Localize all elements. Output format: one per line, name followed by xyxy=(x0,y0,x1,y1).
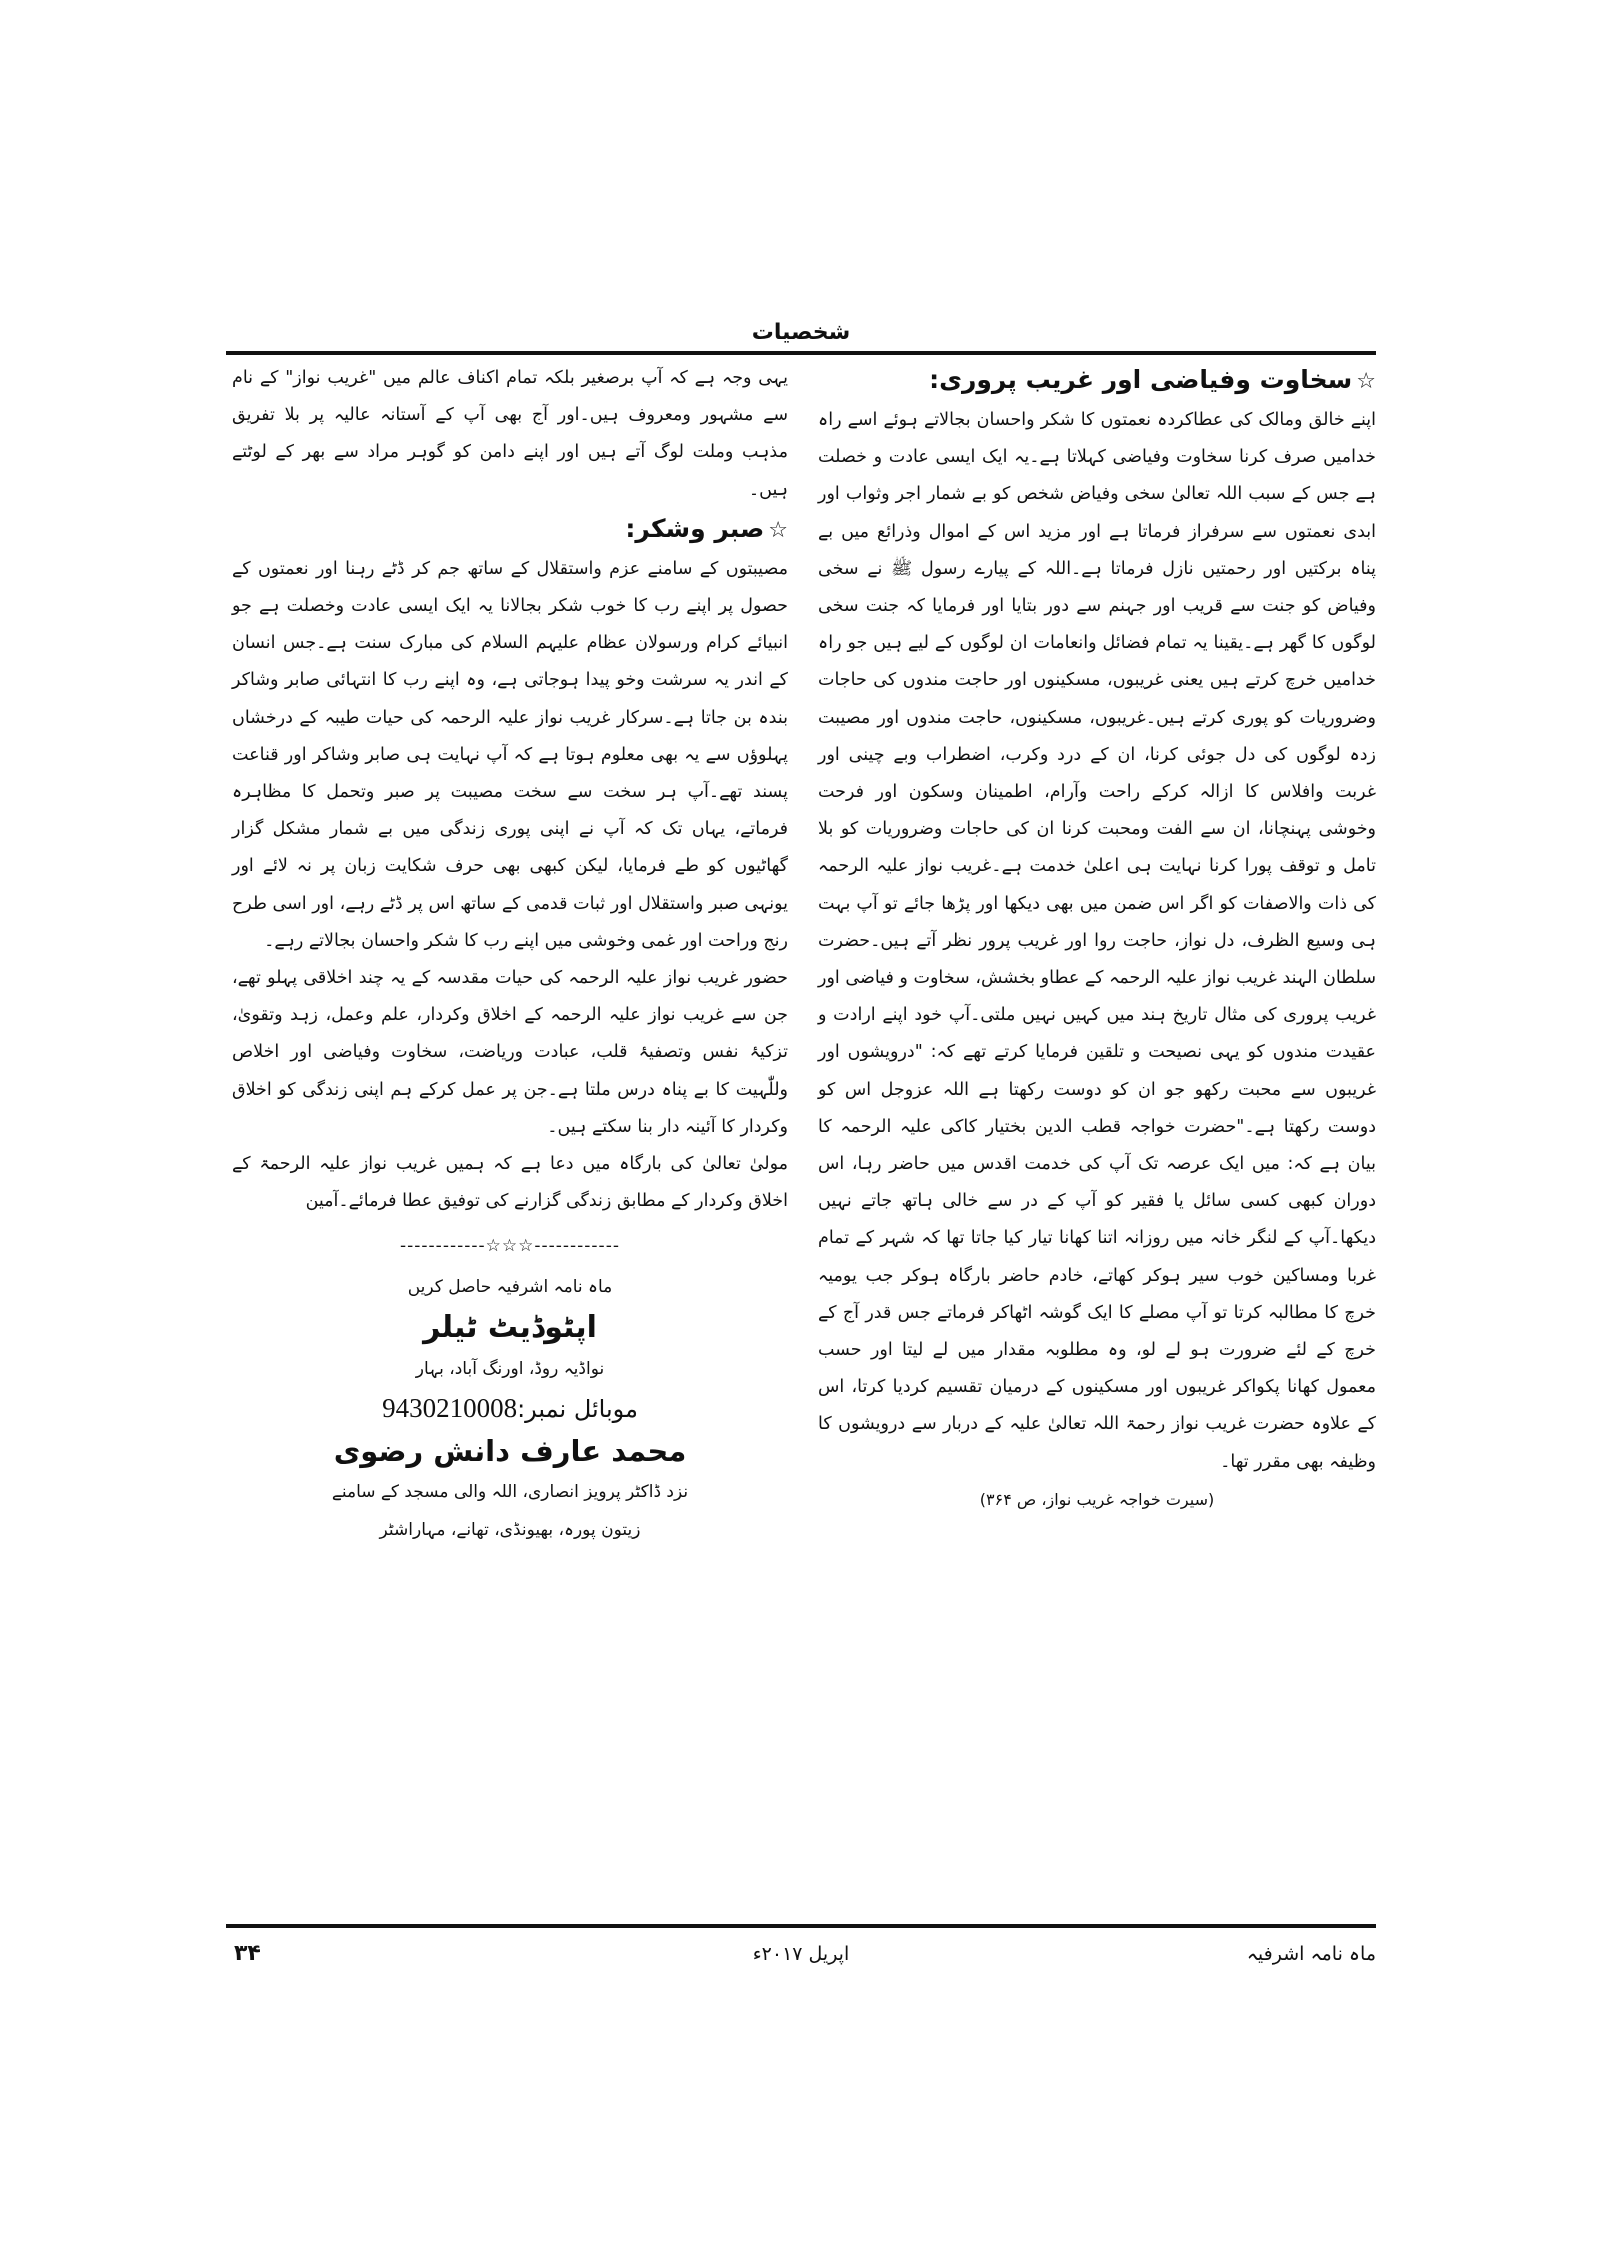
body-paragraph: اپنے خالق ومالک کی عطاکردہ نعمتوں کا شکر واحسان بجالاتے ہوئے اسے راہ خدامیں صرف کرنا سخاوت وفیاضی کہلاتا ہے۔یہ ایک ایسی عادت و خصلت ہے جس کے سبب اللہ تعالیٰ سخی وفیاض شخص کو بے شمار اجر وثواب اور ابدی نعمتوں سے سرفراز فرماتا ہے اور مزید اس کے اموال وذرائع میں بے پناہ برکتیں اور رحمتیں نازل فرماتا ہے۔اللہ کے پیارے رسول ﷺ نے سخی وفیاض کو جنت سے قریب اور جہنم سے دور بتایا اور فرمایا کہ جنت سخی لوگوں کا گھر ہے۔یقینا یہ تمام فضائل وانعامات ان لوگوں کے لیے ہیں جو راہ خدامیں خرچ کرتے ہیں یعنی غریبوں، مسکینوں اور حاجت مندوں کی حاجات وضروریات کو پوری کرتے ہیں۔غریبوں، مسکینوں، حاجت مندوں اور مصیبت زدہ لوگوں کی دل جوئی کرنا، ان کے درد وکرب، اضطراب وبے چینی اور غربت وافلاس کا ازالہ کرکے راحت وآرام، اطمینان وسکون اور فرحت وخوشی پہنچانا، ان سے الفت ومحبت کرنا ان کی حاجات وضروریات کو بلا تامل و توقف پورا کرنا نہایت ہی اعلیٰ خدمت ہے۔غریب نواز علیہ الرحمہ کی ذات والاصفات کو اگر اس ضمن میں بھی دیکھا اور پڑھا جائے تو آپ بہت ہی وسیع الظرف، دل نواز، حاجت روا اور غریب پرور نظر آتے ہیں۔حضرت سلطان الہند غریب نواز علیہ الرحمہ کے عطاو بخشش، سخاوت و فیاضی اور غریب پروری کی مثال تاریخ ہند میں کہیں نہیں ملتی۔آپ خود اپنے ارادت و عقیدت مندوں کو یہی نصیحت و تلقین فرمایا کرتے تھے کہ: "درویشوں اور غریبوں سے محبت رکھو جو ان کو دوست رکھتا ہے اللہ عزوجل اس کو دوست رکھتا ہے۔"حضرت خواجہ قطب الدین بختیار کاکی علیہ الرحمہ کا بیان ہے کہ: میں ایک عرصہ تک آپ کی خدمت اقدس میں حاضر رہا، اس دوران کبھی کسی سائل یا فقیر کو آپ کے در سے خالی ہاتھ جاتے نہیں دیکھا۔آپ کے لنگر خانہ میں روزانہ اتنا کھانا تیار کیا جاتا تھا کہ شہر کے تمام غربا ومساکین خوب سیر ہوکر کھاتے، خادم حاضر بارگاہ ہوکر جب یومیہ خرچ کا مطالبہ کرتا تو آپ مصلے کا ایک گوشہ اٹھاکر فرماتے جس قدر آج کے خرچ کے لئے ضرورت ہو لے لو، وہ مطلوبہ مقدار میں لے لیتا اور حسب معمول کھانا پکواکر غریبوں اور مسکینوں کے درمیان تقسیم کردیا کرتا، اس کے علاوہ حضرت غریب نواز رحمۃ اللہ تعالیٰ علیہ کے دربار سے درویشوں کا وظیفہ بھی مقرر تھا۔ xyxy=(818,410,1376,1472)
ad-phone-number: 9430210008 xyxy=(382,1393,518,1424)
body-paragraph-prayer: مولیٰ تعالیٰ کی بارگاہ میں دعا ہے کہ ہمیں غریب نواز علیہ الرحمۃ کے اخلاق وکردار کے مطابق زندگی گزارنے کی توفیق عطا فرمائے۔آمین xyxy=(232,1154,788,1212)
ad-phone-label: موبائل نمبر: xyxy=(517,1395,638,1424)
magazine-page xyxy=(226,318,1376,1988)
ad-address-3: زیتون پورہ، بھیونڈی، تھانے، مہاراشٹر xyxy=(379,1520,641,1541)
left-column xyxy=(232,360,788,1549)
star-divider: ------------☆☆☆------------ xyxy=(400,1236,620,1257)
ad-address-2: نزد ڈاکٹر پرویز انصاری، اللہ والی مسجد کے سامنے xyxy=(331,1482,689,1503)
body-paragraph: مصیبتوں کے سامنے عزم واستقلال کے ساتھ جم کر ڈٹے رہنا اور نعمتوں کے حصول پر اپنے رب کا خوب شکر بجالانا یہ ایک ایسی عادت وخصلت ہے جو انبیائے کرام ورسولان عظام علیہم السلام کی مبارک سنت ہے۔جس انسان کے اندر یہ سرشت وخو پیدا ہوجاتی ہے، وہ اپنے رب کا انتہائی صابر وشاکر بندہ بن جاتا ہے۔سرکار غریب نواز علیہ الرحمہ کی حیات طیبہ کے درخشاں پہلوؤں سے یہ بھی معلوم ہوتا ہے کہ آپ نہایت ہی صابر وشاکر اور قناعت پسند تھے۔آپ ہر سخت سے سخت مصیبت پر صبر وتحمل کا مظاہرہ فرماتے، یہاں تک کہ آپ نے اپنی پوری زندگی میں بے شمار مشکل گزار گھاٹیوں کو طے فرمایا، لیکن کبھی بھی حرف شکایت زبان پر نہ لائے اور یونہی صبر واستقلال اور ثبات قدمی کے ساتھ اس پر ڈٹے رہے، اور اسی طرح رنج وراحت اور غمی وخوشی میں اپنے رب کا شکر واحسان بجالاتے رہے۔ xyxy=(232,558,788,951)
advertisement-block xyxy=(232,1268,788,1549)
section-title: شخصیات xyxy=(751,320,851,345)
heading-patience-gratitude xyxy=(232,509,788,551)
ad-shop-name: اپٹوڈیٹ ٹیلر xyxy=(423,1310,597,1346)
citation: (سیرت خواجہ غریب نواز، ص ۳۶۴) xyxy=(979,1489,1215,1509)
heading-generosity-text: سخاوت وفیاضی اور غریب پروری: xyxy=(929,365,1353,394)
right-column xyxy=(818,360,1376,1518)
page-number: ۳۴ xyxy=(234,1941,261,1966)
star-icon: ☆ xyxy=(1356,369,1376,394)
page-footer xyxy=(226,1936,1376,1972)
ad-phone xyxy=(232,1388,788,1429)
top-divider-rule xyxy=(226,351,1376,355)
ad-address-1: نواڈیہ روڈ، اورنگ آباد، بہار xyxy=(415,1359,605,1380)
intro-paragraph: یہی وجہ ہے کہ آپ برصغیر بلکہ تمام اکناف عالم میں "غریب نواز" کے نام سے مشہور ومعروف ہیں۔اور آج بھی آپ کے آستانہ عالیہ پر بلا تفریق مذہب وملت لوگ آتے ہیں اور اپنے دامن کو گوہر مراد سے بھر کے لوٹتے ہیں۔ xyxy=(232,368,788,500)
ad-intro-text: ماہ نامہ اشرفیہ حاصل کریں xyxy=(407,1277,613,1298)
magazine-name: ماہ نامہ اشرفیہ xyxy=(1246,1943,1376,1965)
star-icon: ☆ xyxy=(768,517,788,543)
bottom-divider-rule xyxy=(226,1924,1376,1928)
heading-generosity xyxy=(818,360,1376,402)
body-paragraph: حضور غریب نواز علیہ الرحمہ کی حیات مقدسہ کے یہ چند اخلاقی پہلو تھے، جن سے غریب نواز علیہ الرحمہ کے اخلاق وکردار، علم وعمل، زہد وتقویٰ، تزکیۂ نفس وتصفیۂ قلب، عبادت وریاضت، سخاوت وفیاضی اور اخلاص وللّٰہیت کا بے پناہ درس ملتا ہے۔جن پر عمل کرکے ہم اپنی زندگی کو اخلاق وکردار کا آئینہ دار بنا سکتے ہیں۔ xyxy=(232,968,788,1137)
issue-date: اپریل ۲۰۱۷ء xyxy=(752,1943,850,1965)
heading-patience-gratitude-text: صبر وشکر: xyxy=(625,513,765,543)
ad-person-name: محمد عارف دانش رضوی xyxy=(333,1434,687,1469)
